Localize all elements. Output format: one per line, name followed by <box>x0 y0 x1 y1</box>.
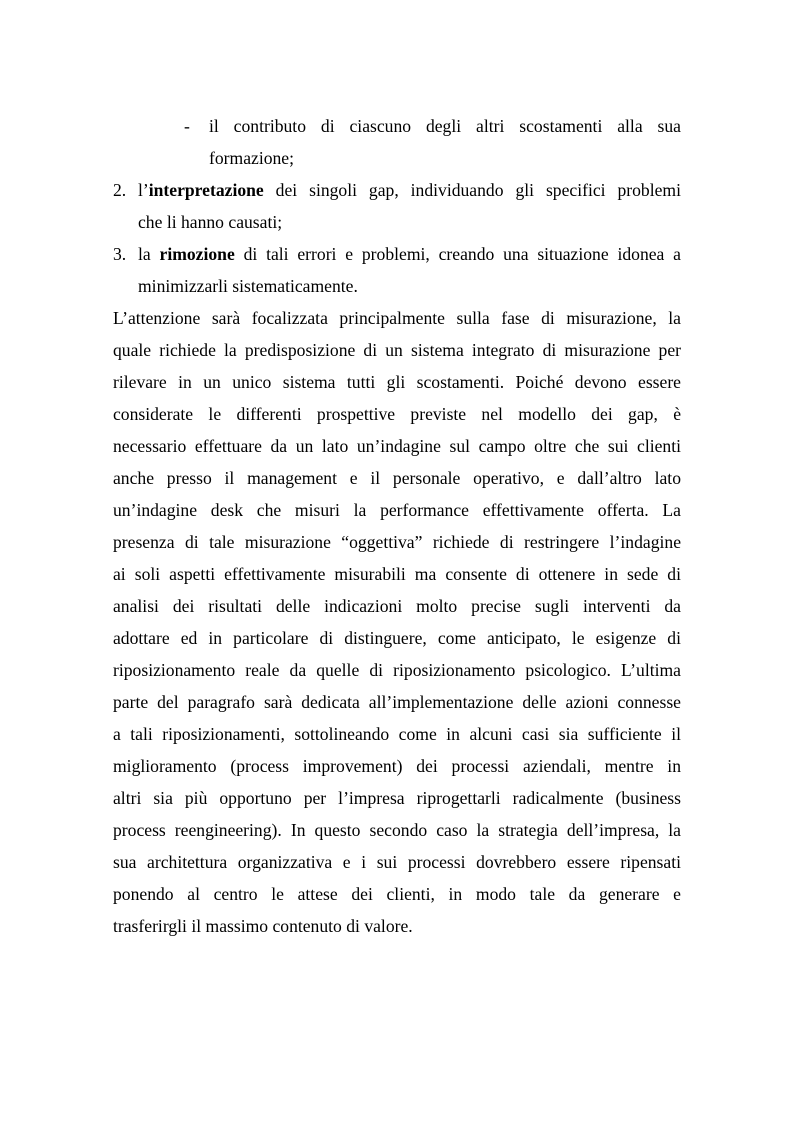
paragraph-line: ai soli aspetti effettivamente misurabili ma consente di ottenere in sede di <box>113 564 681 584</box>
bullet-line-2: formazione; <box>209 148 294 168</box>
list-item-3-keyword: rimozione <box>159 244 235 264</box>
paragraph-line: analisi dei risultati delle indicazioni molto precise sugli interventi da <box>113 596 681 616</box>
paragraph-line: riposizionamento reale da quelle di riposizionamento psicologico. L’ultima <box>113 660 681 680</box>
bullet-line-1: il contributo di ciascuno degli altri scostamenti alla sua <box>209 116 681 136</box>
list-item-2-text: dei singoli gap, individuando gli specifici problemi <box>263 180 681 200</box>
paragraph-line: anche presso il management e il personale operativo, e dall’altro lato <box>113 468 681 488</box>
list-item-3-line-2: minimizzarli sistematicamente. <box>138 276 358 296</box>
paragraph-line: presenza di tale misurazione “oggettiva” richiede di restringere l’indagine <box>113 532 681 552</box>
paragraph-line: parte del paragrafo sarà dedicata all’implementazione delle azioni connesse <box>113 692 681 712</box>
paragraph-line: ponendo al centro le attese dei clienti, in modo tale da generare e <box>113 884 681 904</box>
paragraph-line: process reengineering). In questo secondo caso la strategia dell’impresa, la <box>113 820 681 840</box>
paragraph-line: rilevare in un unico sistema tutti gli scostamenti. Poiché devono essere <box>113 372 681 392</box>
paragraph-line: un’indagine desk che misuri la performance effettivamente offerta. La <box>113 500 681 520</box>
paragraph-line: necessario effettuare da un lato un’indagine sul campo oltre che sui clienti <box>113 436 681 456</box>
paragraph-line-last: trasferirgli il massimo contenuto di valore. <box>113 916 413 936</box>
paragraph-line: considerate le differenti prospettive previste nel modello dei gap, è <box>113 404 681 424</box>
list-item-2-prefix: l’ <box>138 180 149 200</box>
list-item-2-keyword: interpretazione <box>148 180 264 200</box>
bullet-marker: - <box>184 116 190 136</box>
list-item-3-text: di tali errori e problemi, creando una situazione idonea a <box>234 244 681 264</box>
paragraph-line: quale richiede la predisposizione di un sistema integrato di misurazione per <box>113 340 681 360</box>
paragraph-line: a tali riposizionamenti, sottolineando come in alcuni casi sia sufficiente il <box>113 724 681 744</box>
list-item-2-line-1 <box>138 178 681 202</box>
list-item-2-line-2: che li hanno causati; <box>138 212 283 232</box>
list-item-3-prefix: la <box>138 244 160 264</box>
paragraph-line: L’attenzione sarà focalizzata principalmente sulla fase di misurazione, la <box>113 308 681 328</box>
list-number-2: 2. <box>113 180 127 200</box>
paragraph-line: adottare ed in particolare di distinguere, come anticipato, le esigenze di <box>113 628 681 648</box>
list-number-3: 3. <box>113 244 127 264</box>
paragraph-line: sua architettura organizzativa e i sui processi dovrebbero essere ripensati <box>113 852 681 872</box>
paragraph-line: altri sia più opportuno per l’impresa riprogettarli radicalmente (business <box>113 788 681 808</box>
paragraph-line: miglioramento (process improvement) dei processi aziendali, mentre in <box>113 756 681 776</box>
list-item-3-line-1 <box>138 242 681 266</box>
